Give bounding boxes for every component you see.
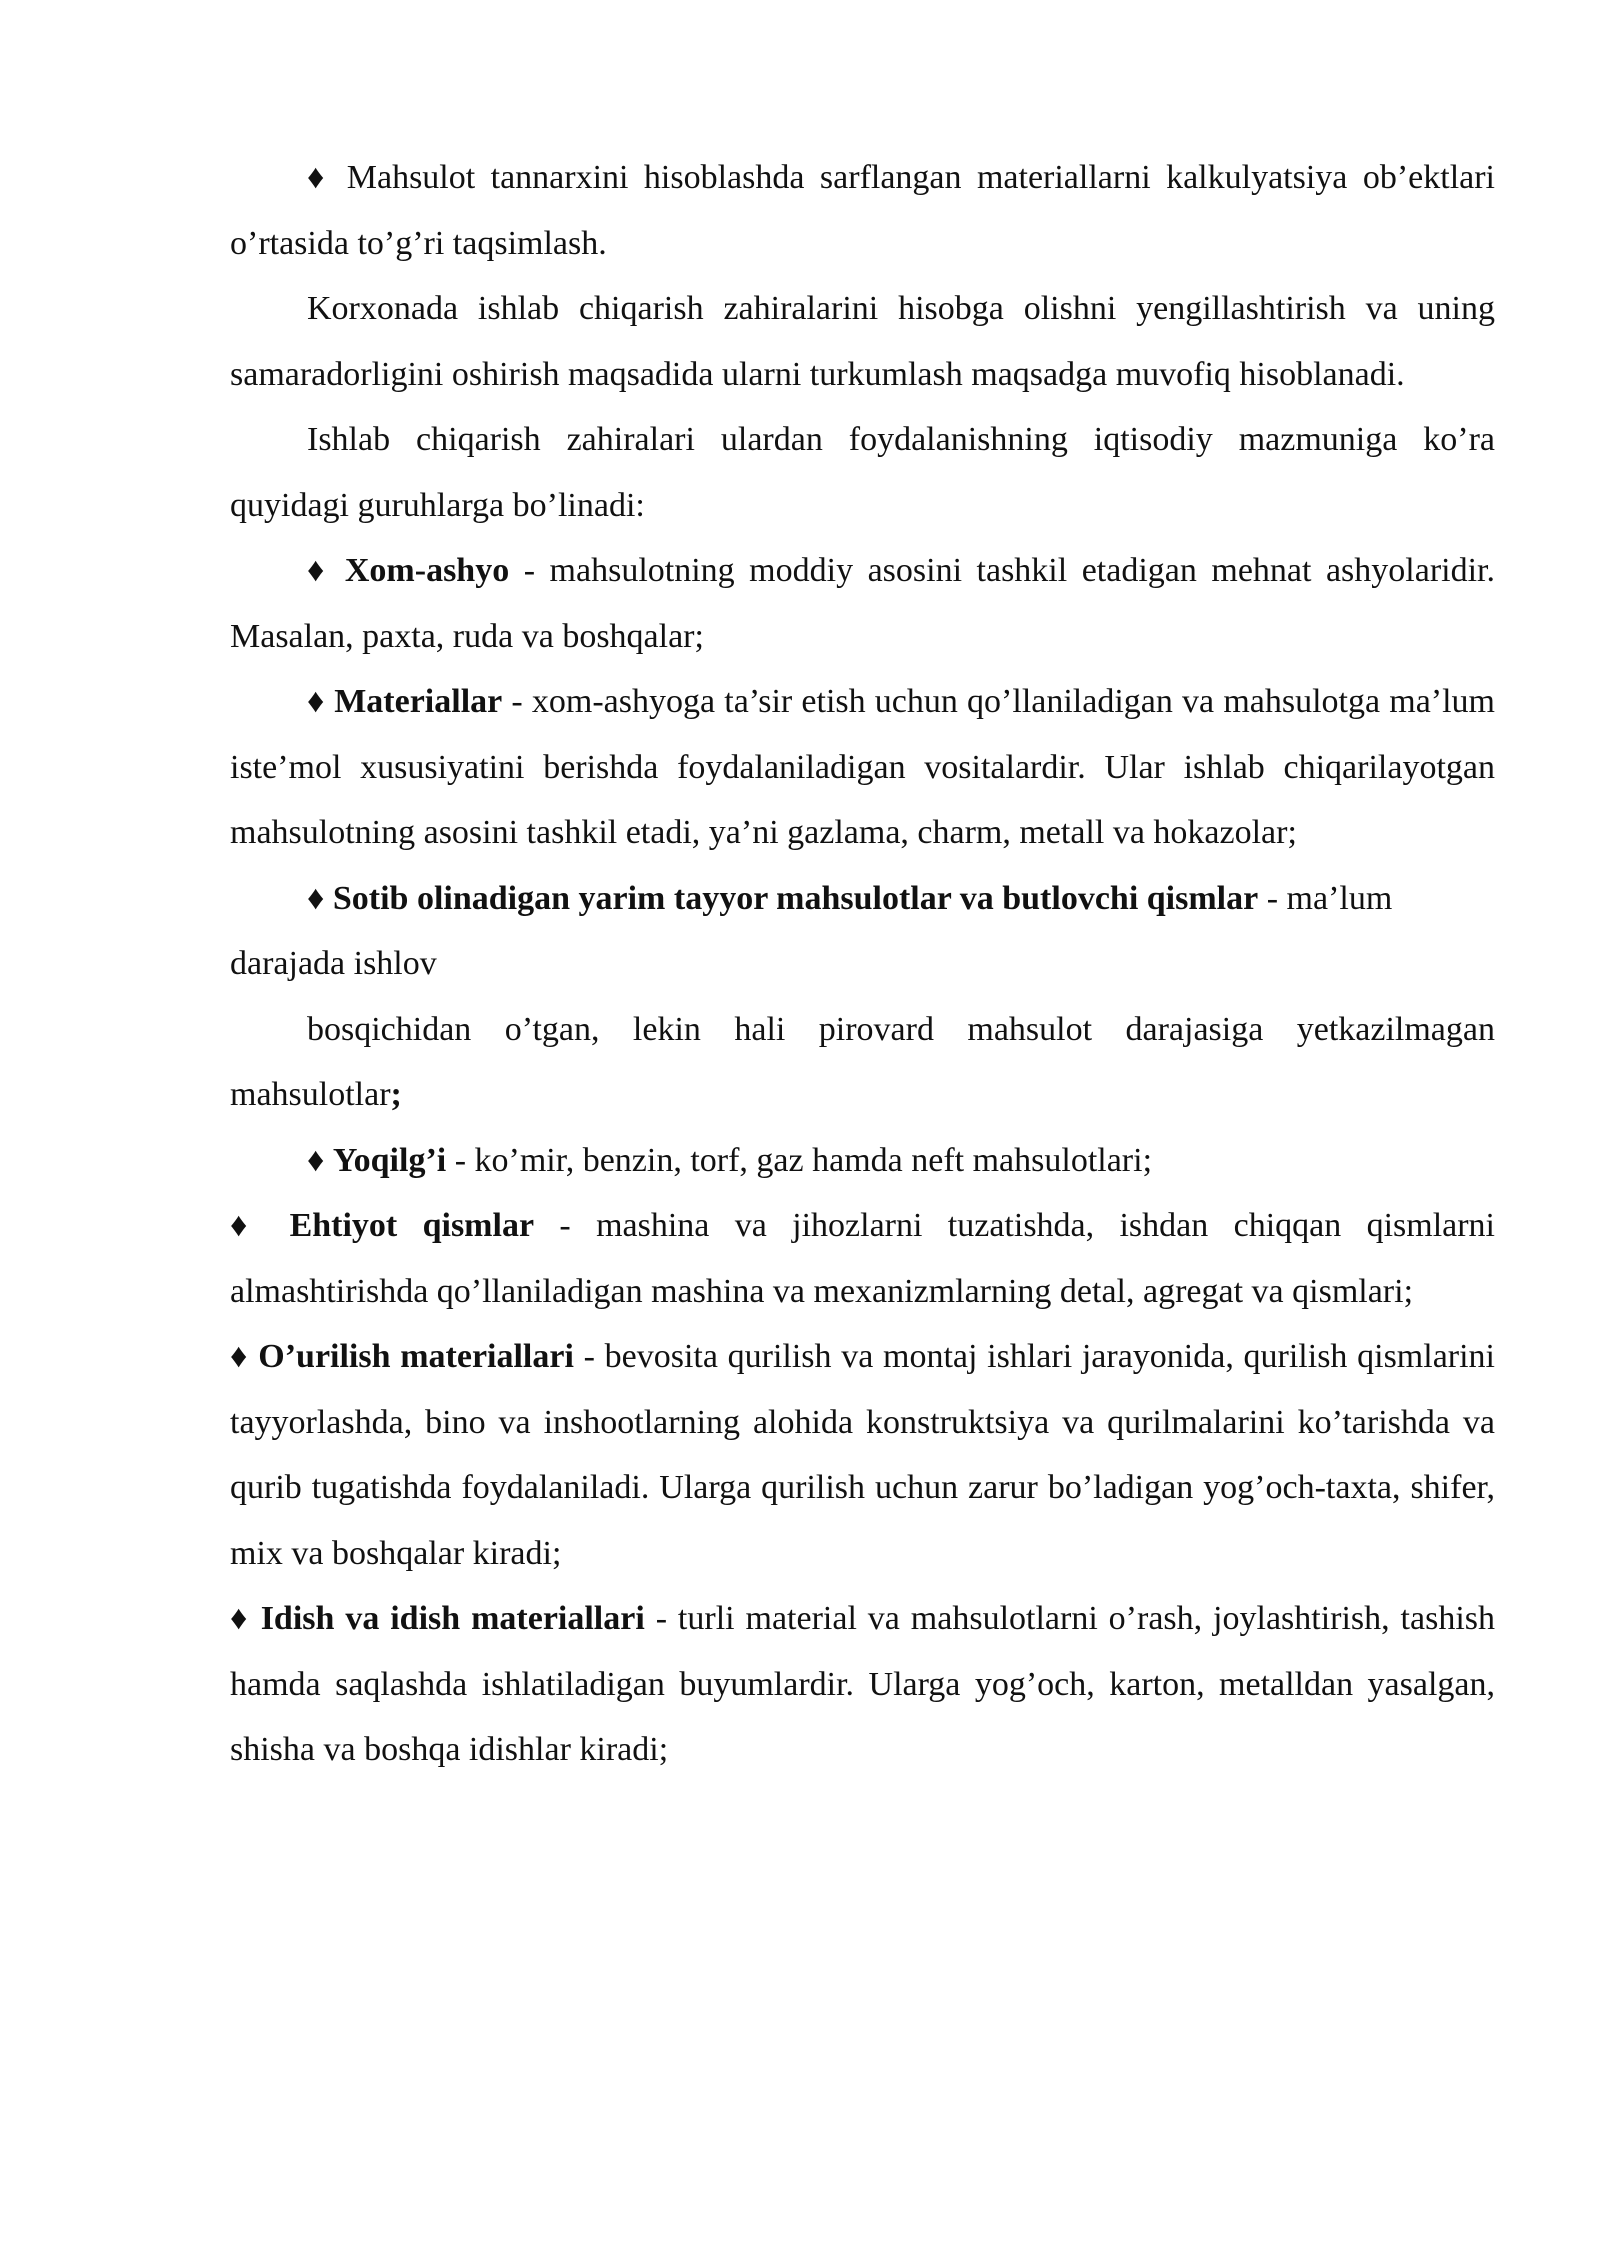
bullet-diamond-icon: ♦ — [230, 1207, 265, 1244]
paragraph-groups-intro — [230, 407, 1495, 538]
paragraph-text: - mashina va jihozlarni tuzatishda, ishdan chiqqan qismlarni almashtirishda qo’llaniladigan mashina va mexanizmlarning detal, agregat va qismlari; — [230, 1207, 1496, 1310]
paragraph-text: - mahsulotning moddiy asosini tashkil etadigan mehnat ashyolaridir. Masalan, paxta, ruda va boshqalar; — [230, 552, 1495, 655]
paragraph-raw-materials — [230, 538, 1495, 669]
paragraph-semi-finished-cont — [230, 997, 1495, 1128]
bullet-diamond-icon: ♦ — [307, 879, 325, 917]
paragraph-text: - ma’lum darajada ishlov — [230, 879, 1393, 982]
paragraph-text: Mahsulot tannarxini hisoblashda sarflangan materiallarni kalkulyatsiya ob’ektlari o’rtasida to’g’ri taqsimlash. — [230, 159, 1495, 262]
paragraph-containers — [230, 1586, 1495, 1783]
paragraph-tail: ; — [390, 1076, 402, 1113]
document-page — [230, 145, 1495, 1783]
term-heading: Yoqilg’i — [332, 1141, 447, 1179]
paragraph-semi-finished — [230, 866, 1495, 997]
term-heading: O’urilish materiallari — [258, 1338, 574, 1375]
bullet-diamond-icon: ♦ — [307, 1141, 325, 1179]
term-heading: Idish va idish materiallari — [260, 1600, 645, 1637]
paragraph-text: Ishlab chiqarish zahiralari ulardan foydalanishning iqtisodiy mazmuniga ko’ra quyidagi guruhlarga bo’linadi: — [230, 421, 1495, 524]
bullet-diamond-icon: ♦ — [307, 159, 332, 196]
paragraph-text: - bevosita qurilish va montaj ishlari jarayonida, qurilish qismlarini tayyorlashda, bino va inshootlarning alohida konstruktsiya va qurilmalarini ko’tarishda va qurib tugatishda foydalaniladi. Ularga qurilish uchun zarur bo’ladigan yog’och-taxta, shifer, mix va boshqalar kiradi; — [230, 1338, 1496, 1572]
bullet-diamond-icon: ♦ — [307, 683, 326, 720]
term-heading: Xom-ashyo — [344, 552, 510, 589]
bullet-diamond-icon: ♦ — [230, 1600, 250, 1637]
paragraph-construction-materials — [230, 1324, 1495, 1586]
paragraph-text: - xom-ashyoga ta’sir etish uchun qo’llaniladigan va mahsulotga ma’lum iste’mol xususiyatini berishda foydalaniladigan vositalardir. Ular ishlab chiqarilayotgan mahsulotning asosini tashkil etadi, ya’ni gazlama, charm, metall va hokazolar; — [230, 683, 1495, 851]
paragraph-fuel — [230, 1128, 1495, 1194]
paragraph-materials — [230, 669, 1495, 866]
term-heading: Ehtiyot qismlar — [289, 1207, 535, 1244]
paragraph-text: bosqichidan o’tgan, lekin hali pirovard mahsulot darajasiga yetkazilmagan mahsulotlar — [230, 1010, 1495, 1113]
term-heading: Materiallar — [334, 683, 503, 720]
paragraph-spare-parts — [230, 1193, 1495, 1324]
bullet-diamond-icon: ♦ — [230, 1338, 249, 1375]
paragraph-classification-intro — [230, 276, 1495, 407]
paragraph-text: - turli material va mahsulotlarni o’rash, joylashtirish, tashish hamda saqlashda ishlatiladigan buyumlardir. Ularga yog’och, karton, metalldan yasalgan, shisha va boshqa idishlar kiradi; — [230, 1600, 1496, 1768]
term-heading: Sotib olinadigan yarim tayyor mahsulotlar va butlovchi qismlar — [332, 879, 1259, 917]
paragraph-cost-allocation — [230, 145, 1495, 276]
paragraph-text: - ko’mir, benzin, torf, gaz hamda neft mahsulotlari; — [446, 1141, 1153, 1179]
bullet-diamond-icon: ♦ — [307, 552, 331, 589]
paragraph-text: Korxonada ishlab chiqarish zahiralarini hisobga olishni yengillashtirish va uning samaradorligini oshirish maqsadida ularni turkumlash maqsadga muvofiq hisoblanadi. — [230, 290, 1495, 393]
